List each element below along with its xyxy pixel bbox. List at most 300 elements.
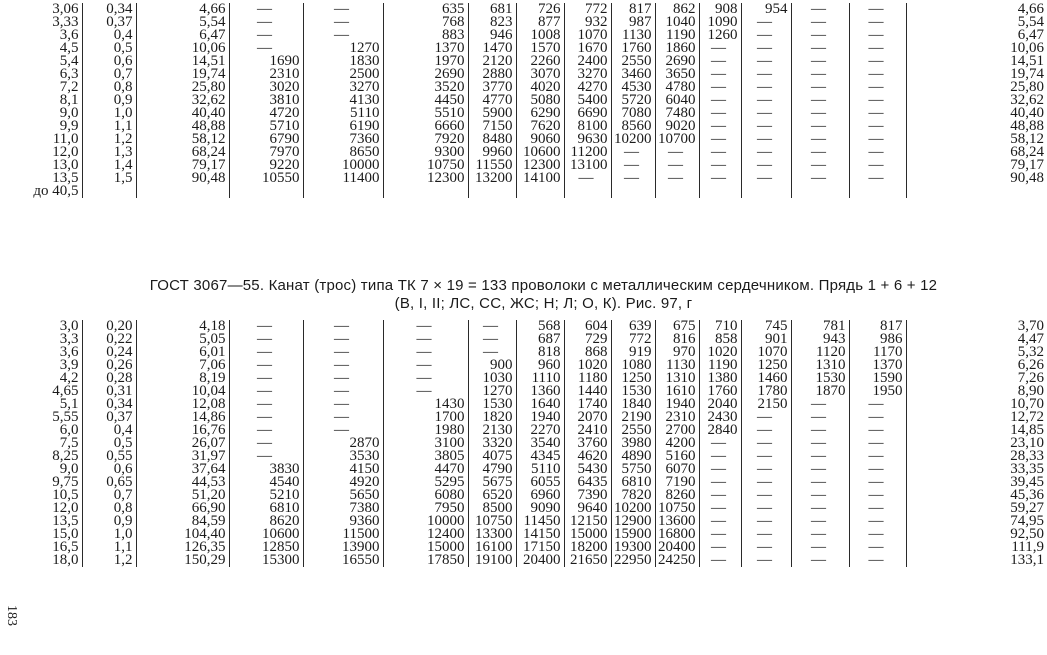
table-cell: 919 [611,346,655,359]
table-cell: — [741,159,791,172]
table-cell: 3020 [229,81,303,94]
table-cell: 10550 [229,172,303,185]
table-cell: 6055 [516,476,564,489]
table-cell: 126,35 [136,541,229,554]
table-cell: 18,0 [52,554,79,567]
table-cell: 901 [741,333,791,346]
bottom-rope-table [0,320,1047,567]
table-cell: — [229,320,303,333]
table-cell [303,185,383,198]
table-cell: — [791,120,849,133]
table-cell: 639 [611,320,655,333]
table-cell: 14,51 [136,55,229,68]
table-cell: 0,8 [82,81,136,94]
table-cell: 1110 [516,372,564,385]
table-cell: — [791,81,849,94]
table-cell: 1,0 [82,528,136,541]
table-cell: 12,08 [136,398,229,411]
table-cell: 2500 [303,68,383,81]
table-cell: — [655,146,699,159]
table-cell: 0,9 [82,515,136,528]
table-cell: 0,8 [82,502,136,515]
table-cell: 3,6 [59,346,79,359]
table-cell: 13,5 [52,172,79,185]
table-cell: — [229,424,303,437]
table-cell: 6,01 [136,346,229,359]
table-cell: 604 [564,320,611,333]
table-cell: — [468,320,516,333]
table-cell: — [303,372,383,385]
table-cell: 5110 [516,463,564,476]
table-cell: 11200 [564,146,611,159]
table-cell: — [849,146,906,159]
table-cell: 13100 [564,159,611,172]
table-cell [741,185,791,198]
table-cell: 3520 [383,81,468,94]
table-cell: — [741,424,791,437]
table-cell: 22950 [611,554,655,567]
table-cell: 10000 [383,515,468,528]
top-rope-table [0,3,1047,198]
table-cell: — [699,489,741,502]
table-cell: 1250 [611,372,655,385]
table-cell: 8480 [468,133,516,146]
table-cell: 2410 [564,424,611,437]
table-cell: 1870 [791,385,849,398]
table-cell: — [303,320,383,333]
table-cell: 7080 [611,107,655,120]
table-row [0,29,1047,42]
table-cell: — [699,94,741,107]
table-cell: 90,48 [906,172,1047,185]
table-cell: — [791,172,849,185]
table-cell: 59,27 [906,502,1047,515]
table-cell: 5110 [303,107,383,120]
table-cell: — [383,385,468,398]
table-cell: 6810 [611,476,655,489]
table-cell: 4920 [303,476,383,489]
table-cell: 13600 [655,515,699,528]
table-cell: 970 [655,346,699,359]
table-cell: 1310 [791,359,849,372]
table-cell: — [791,146,849,159]
table-cell: 987 [611,16,655,29]
table-cell: — [383,320,468,333]
table-cell: 66,90 [136,502,229,515]
table-row [0,107,1047,120]
table-cell: 2120 [468,55,516,68]
table-cell: 2430 [699,411,741,424]
table-cell: — [849,437,906,450]
table-cell: 16100 [468,541,516,554]
table-cell: 1,2 [82,133,136,146]
table-cell: 1460 [741,372,791,385]
table-cell: — [699,68,741,81]
table-cell: — [699,463,741,476]
table-cell: — [849,81,906,94]
table-cell: 9,75 [52,476,79,489]
table-cell: 25,80 [906,81,1047,94]
table-cell: 2400 [564,55,611,68]
table-cell: 28,33 [906,450,1047,463]
table-cell: 13300 [468,528,516,541]
table-cell: 8620 [229,515,303,528]
table-cell: 16800 [655,528,699,541]
table-cell: — [791,502,849,515]
table-row [0,159,1047,172]
table-cell: 7480 [655,107,699,120]
table-cell: 5675 [468,476,516,489]
table-row [0,133,1047,146]
table-cell: — [468,333,516,346]
table-cell: 0,26 [82,359,136,372]
table-cell: — [303,29,383,42]
table-cell: 40,40 [906,107,1047,120]
table-cell: — [303,411,383,424]
table-cell: — [699,528,741,541]
table-cell: — [229,411,303,424]
table-cell: 4720 [229,107,303,120]
table-cell: 1,3 [82,146,136,159]
table-cell: 2880 [468,68,516,81]
table-row [0,3,1047,16]
table-cell [849,185,906,198]
table-cell: 68,24 [906,146,1047,159]
table-cell: 45,36 [906,489,1047,502]
table-cell: — [741,42,791,55]
table-cell: 1830 [303,55,383,68]
table-cell: 6040 [655,94,699,107]
table-cell: — [849,515,906,528]
table-cell: 3270 [564,68,611,81]
table-cell [699,185,741,198]
table-cell: 13,0 [52,159,79,172]
top-table-body [0,3,1047,198]
table-cell: 5650 [303,489,383,502]
table-cell: 1270 [303,42,383,55]
table-cell: 1590 [849,372,906,385]
table-cell: 6790 [229,133,303,146]
table-cell: 1260 [699,29,741,42]
table-cell: — [383,346,468,359]
table-cell: 687 [516,333,564,346]
table-cell: 14,51 [906,55,1047,68]
table-cell: 10700 [655,133,699,146]
table-cell: — [229,372,303,385]
table-cell: 2190 [611,411,655,424]
table-cell: 44,53 [136,476,229,489]
table-cell: 6,0 [59,424,79,437]
table-cell: 3530 [303,450,383,463]
table-cell: — [741,68,791,81]
table-cell: 817 [849,320,906,333]
table-row [0,476,1047,489]
table-cell: — [791,463,849,476]
table-cell: — [303,3,383,16]
table-cell: — [791,398,849,411]
table-cell: — [849,489,906,502]
table-cell: 37,64 [136,463,229,476]
table-cell: — [699,42,741,55]
table-cell: — [303,398,383,411]
table-cell: 3,0 [59,320,79,333]
table-cell: 0,7 [82,68,136,81]
table-cell: 5,54 [136,16,229,29]
table-cell: — [791,554,849,567]
table-cell: 21650 [564,554,611,567]
table-cell: — [699,107,741,120]
table-cell [611,185,655,198]
table-cell: 1950 [849,385,906,398]
table-cell: — [791,55,849,68]
table-cell: 9640 [564,502,611,515]
table-cell: 4075 [468,450,516,463]
table-cell: 10600 [229,528,303,541]
table-cell: 16550 [303,554,383,567]
table-cell: — [303,16,383,29]
table-cell: 10750 [383,159,468,172]
table-cell: 9630 [564,133,611,146]
table-row [0,398,1047,411]
table-cell: 8100 [564,120,611,133]
table-cell: 3,33 [52,16,79,29]
table-cell: 954 [741,3,791,16]
table-cell [655,185,699,198]
table-cell: 5510 [383,107,468,120]
table-cell: — [849,68,906,81]
table-cell: 8,25 [52,450,79,463]
table-cell: — [791,476,849,489]
table-cell: 0,6 [82,463,136,476]
table-cell: — [849,398,906,411]
table-cell: — [741,29,791,42]
table-row [0,528,1047,541]
table-cell: — [699,437,741,450]
table-cell: — [791,29,849,42]
table-cell: — [383,359,468,372]
table-cell: 40,40 [136,107,229,120]
table-cell: 10,5 [52,489,79,502]
table-cell: 1670 [564,42,611,55]
table-cell: 1020 [699,346,741,359]
table-cell: — [849,476,906,489]
table-row [0,120,1047,133]
table-cell: 2150 [741,398,791,411]
table-cell: 4,2 [59,372,79,385]
table-cell: 5710 [229,120,303,133]
table-cell: 0,5 [82,437,136,450]
table-cell: — [699,120,741,133]
table-cell: 17850 [383,554,468,567]
table-cell: 6070 [655,463,699,476]
table-cell: — [699,554,741,567]
table-cell: 568 [516,320,564,333]
table-cell: 3805 [383,450,468,463]
caption-line-2: (В, I, II; ЛС, СС, ЖС; Н; Л; О, К). Рис. 97, г [394,295,693,312]
table-cell: 745 [741,320,791,333]
table-cell: 10200 [611,502,655,515]
table-cell: — [791,133,849,146]
table-cell: — [468,346,516,359]
table-cell: 0,37 [82,16,136,29]
table-cell: 1980 [383,424,468,437]
table-cell: — [741,450,791,463]
table-cell: 1,5 [82,172,136,185]
table-cell: 635 [383,3,468,16]
table-cell: 1120 [791,346,849,359]
table-row [0,502,1047,515]
table-cell: 17150 [516,541,564,554]
table-cell: 5,1 [59,398,79,411]
bottom-table-body [0,320,1047,567]
table-cell: — [611,159,655,172]
table-cell: 1860 [655,42,699,55]
table-cell: 58,12 [906,133,1047,146]
table-cell [82,185,136,198]
table-row [0,450,1047,463]
table-cell: 1270 [468,385,516,398]
table-cell: 710 [699,320,741,333]
table-cell: 14100 [516,172,564,185]
table-cell: — [791,94,849,107]
table-cell: 8560 [611,120,655,133]
table-cell: 1940 [655,398,699,411]
table-cell: 772 [564,3,611,16]
table-cell: 5400 [564,94,611,107]
table-cell: 13200 [468,172,516,185]
table-cell: 12150 [564,515,611,528]
table-cell [468,185,516,198]
table-cell: 7,2 [59,81,79,94]
table-cell: — [849,502,906,515]
table-caption [40,277,1047,313]
table-cell: 90,48 [136,172,229,185]
table-cell: 943 [791,333,849,346]
table-cell: — [791,16,849,29]
table-cell: 3,3 [59,333,79,346]
table-cell: — [849,159,906,172]
table-cell: 7150 [468,120,516,133]
table-cell: 0,65 [82,476,136,489]
table-cell: 15000 [564,528,611,541]
table-cell: — [849,133,906,146]
table-cell: 12850 [229,541,303,554]
table-cell: 781 [791,320,849,333]
table-cell: 1970 [383,55,468,68]
table-cell: 15,0 [52,528,79,541]
table-cell: — [229,346,303,359]
table-cell: 3320 [468,437,516,450]
table-cell: 1070 [564,29,611,42]
table-cell: — [791,528,849,541]
table-cell: 932 [564,16,611,29]
table-cell: 7820 [611,489,655,502]
table-cell: 0,37 [82,411,136,424]
table-cell: — [699,502,741,515]
table-cell: 4780 [655,81,699,94]
table-cell: 19,74 [136,68,229,81]
table-cell: 79,17 [906,159,1047,172]
table-cell: 1690 [229,55,303,68]
table-cell: 1,1 [82,541,136,554]
table-cell: 1,4 [82,159,136,172]
table-cell: 7970 [229,146,303,159]
table-cell: 7950 [383,502,468,515]
table-cell: 84,59 [136,515,229,528]
table-cell: — [303,333,383,346]
table-cell: 5,32 [906,346,1047,359]
table-cell: 9300 [383,146,468,159]
table-cell: 1070 [741,346,791,359]
table-cell: 4,66 [906,3,1047,16]
table-cell: 1430 [383,398,468,411]
table-cell: 5080 [516,94,564,107]
table-cell: — [741,437,791,450]
caption-line-1: ГОСТ 3067—55. Канат (трос) типа ТК 7 × 19 = 133 проволоки с металлическим сердечником. Прядь 1 + 6 + 12 [149,277,938,294]
table-cell: 946 [468,29,516,42]
table-cell: до 40,5 [33,185,79,198]
table-row [0,55,1047,68]
table-cell: 1840 [611,398,655,411]
table-cell: 9,0 [59,107,79,120]
table-cell [383,185,468,198]
table-cell: 726 [516,3,564,16]
table-cell: 4770 [468,94,516,107]
table-row [0,320,1047,333]
table-cell: 1310 [655,372,699,385]
table-cell: 33,35 [906,463,1047,476]
table-cell: — [699,81,741,94]
table-cell: 729 [564,333,611,346]
table-cell: 6810 [229,502,303,515]
table-cell: 0,6 [82,55,136,68]
table-cell: 3,70 [906,320,1047,333]
table-cell: — [741,502,791,515]
table-cell: — [699,159,741,172]
table-cell: 1,2 [82,554,136,567]
page-number: 183 [4,605,19,626]
table-cell: 858 [699,333,741,346]
table-cell: 0,24 [82,346,136,359]
table-cell: — [741,172,791,185]
table-cell: 986 [849,333,906,346]
table-cell: — [741,476,791,489]
table-cell: 7920 [383,133,468,146]
table-cell: 8260 [655,489,699,502]
table-cell: 26,07 [136,437,229,450]
table-cell: — [229,333,303,346]
table-cell: 5,55 [52,411,79,424]
table-cell: 9,0 [59,463,79,476]
table-cell: 4540 [229,476,303,489]
table-cell: 10600 [516,146,564,159]
table-cell: 4,65 [52,385,79,398]
table-cell: 0,4 [82,29,136,42]
table-cell: 6,47 [136,29,229,42]
table-cell: 1700 [383,411,468,424]
table-cell: 8650 [303,146,383,159]
table-cell: — [849,29,906,42]
table-cell: 1190 [655,29,699,42]
table-cell: 79,17 [136,159,229,172]
table-cell: 2550 [611,55,655,68]
table-cell: 5900 [468,107,516,120]
table-cell: 1008 [516,29,564,42]
table-cell: 1760 [611,42,655,55]
table-cell: — [849,411,906,424]
table-cell: 23,10 [906,437,1047,450]
table-cell: — [741,133,791,146]
